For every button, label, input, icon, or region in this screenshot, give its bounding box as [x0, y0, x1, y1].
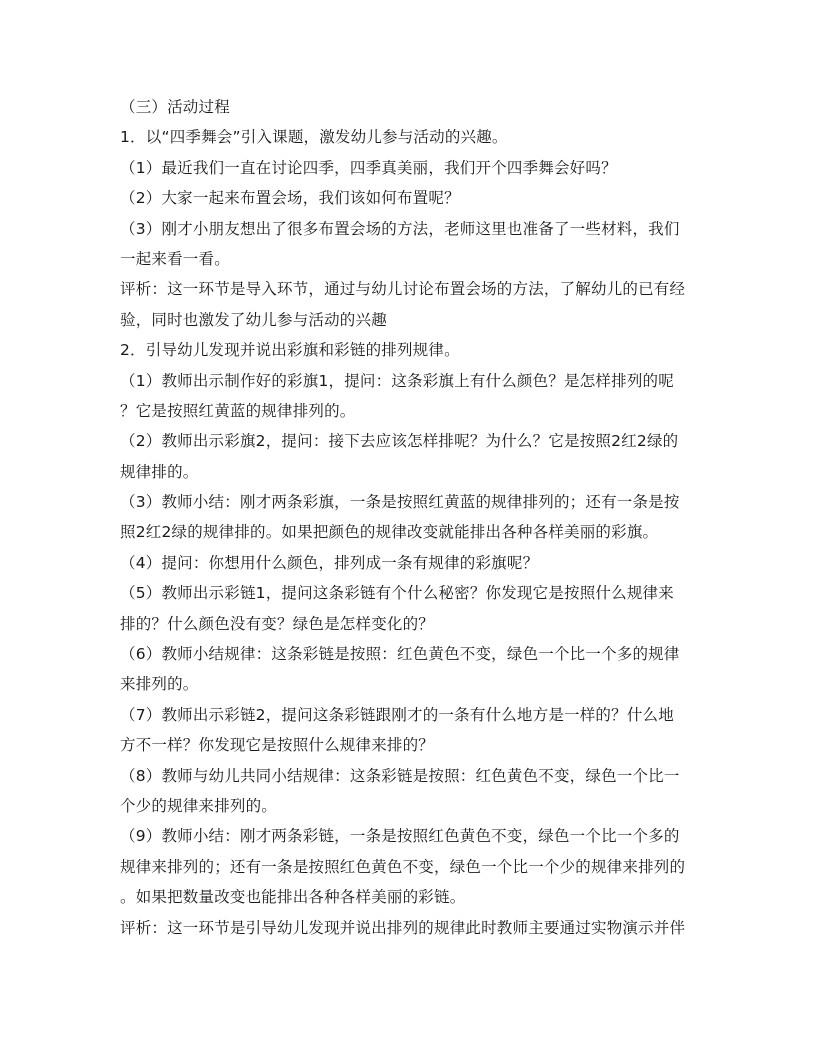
step-2-heading: 2．引导幼儿发现并说出彩旗和彩链的排列规律。: [120, 341, 460, 360]
text-line: （2）大家一起来布置会场，我们该如何布置呢？: [120, 189, 460, 208]
text-line: 方不一样？你发现它是按照什么规律来排的？: [120, 736, 435, 755]
text-line: （9）教师小结：刚才两条彩链，一条是按照红色黄色不变，绿色一个比一个多的: [120, 827, 680, 846]
text-line: （1）教师出示制作好的彩旗1，提问：这条彩旗上有什么颜色？是怎样排列的呢: [120, 371, 674, 390]
text-line: （3）刚才小朋友想出了很多布置会场的方法，老师这里也准备了一些材料，我们: [120, 219, 680, 238]
step-1-heading: 1．以“四季舞会”引入课题，激发幼儿参与活动的兴趣。: [120, 128, 508, 147]
text-line: 排的？什么颜色没有变？绿色是怎样变化的？: [120, 614, 435, 633]
text-line: 照2红2绿的规律排的。如果把颜色的规律改变就能排出各种各样美丽的彩旗。: [120, 523, 659, 542]
text-line: 规律排的。: [120, 462, 199, 481]
text-line: （8）教师与幼儿共同小结规律：这条彩链是按照：红色黄色不变，绿色一个比一: [120, 766, 680, 785]
commentary-line: 验，同时也激发了幼儿参与活动的兴趣: [120, 310, 387, 329]
text-line: 个少的规律来排列的。: [120, 796, 278, 815]
text-line: （3）教师小结：刚才两条彩旗，一条是按照红黄蓝的规律排列的；还有一条是按: [120, 493, 680, 512]
text-line: 来排列的。: [120, 675, 199, 694]
commentary-line: 评析：这一环节是引导幼儿发现并说出排列的规律此时教师主要通过实物演示并伴: [120, 918, 686, 937]
commentary-line: 评析：这一环节是导入环节，通过与幼儿讨论布置会场的方法，了解幼儿的已有经: [120, 280, 686, 299]
text-line: 一起来看一看。: [120, 249, 230, 268]
document-page: [120, 92, 700, 943]
text-line: （6）教师小结规律：这条彩链是按照：红色黄色不变，绿色一个比一个多的规律: [120, 645, 680, 664]
text-line: （5）教师出示彩链1，提问这条彩链有个什么秘密？你发现它是按照什么规律来: [120, 584, 674, 603]
text-line: （4）提问：你想用什么颜色，排列成一条有规律的彩旗呢？: [120, 553, 539, 572]
text-line: ？它是按照红黄蓝的规律排列的。: [120, 401, 356, 420]
text-line: 规律来排列的；还有一条是按照红色黄色不变，绿色一个比一个少的规律来排列的: [120, 857, 686, 876]
text-line: （1）最近我们一直在讨论四季，四季真美丽，我们开个四季舞会好吗？: [120, 158, 617, 177]
section-heading: （三）活动过程: [120, 98, 230, 116]
text-line: （7）教师出示彩链2，提问这条彩链跟刚才的一条有什么地方是一样的？什么地: [120, 705, 674, 724]
text-line: （2）教师出示彩旗2，提问：接下去应该怎样排呢？为什么？它是按照2红2绿的: [120, 432, 679, 451]
text-line: 。如果把数量改变也能排出各种各样美丽的彩链。: [120, 888, 466, 907]
